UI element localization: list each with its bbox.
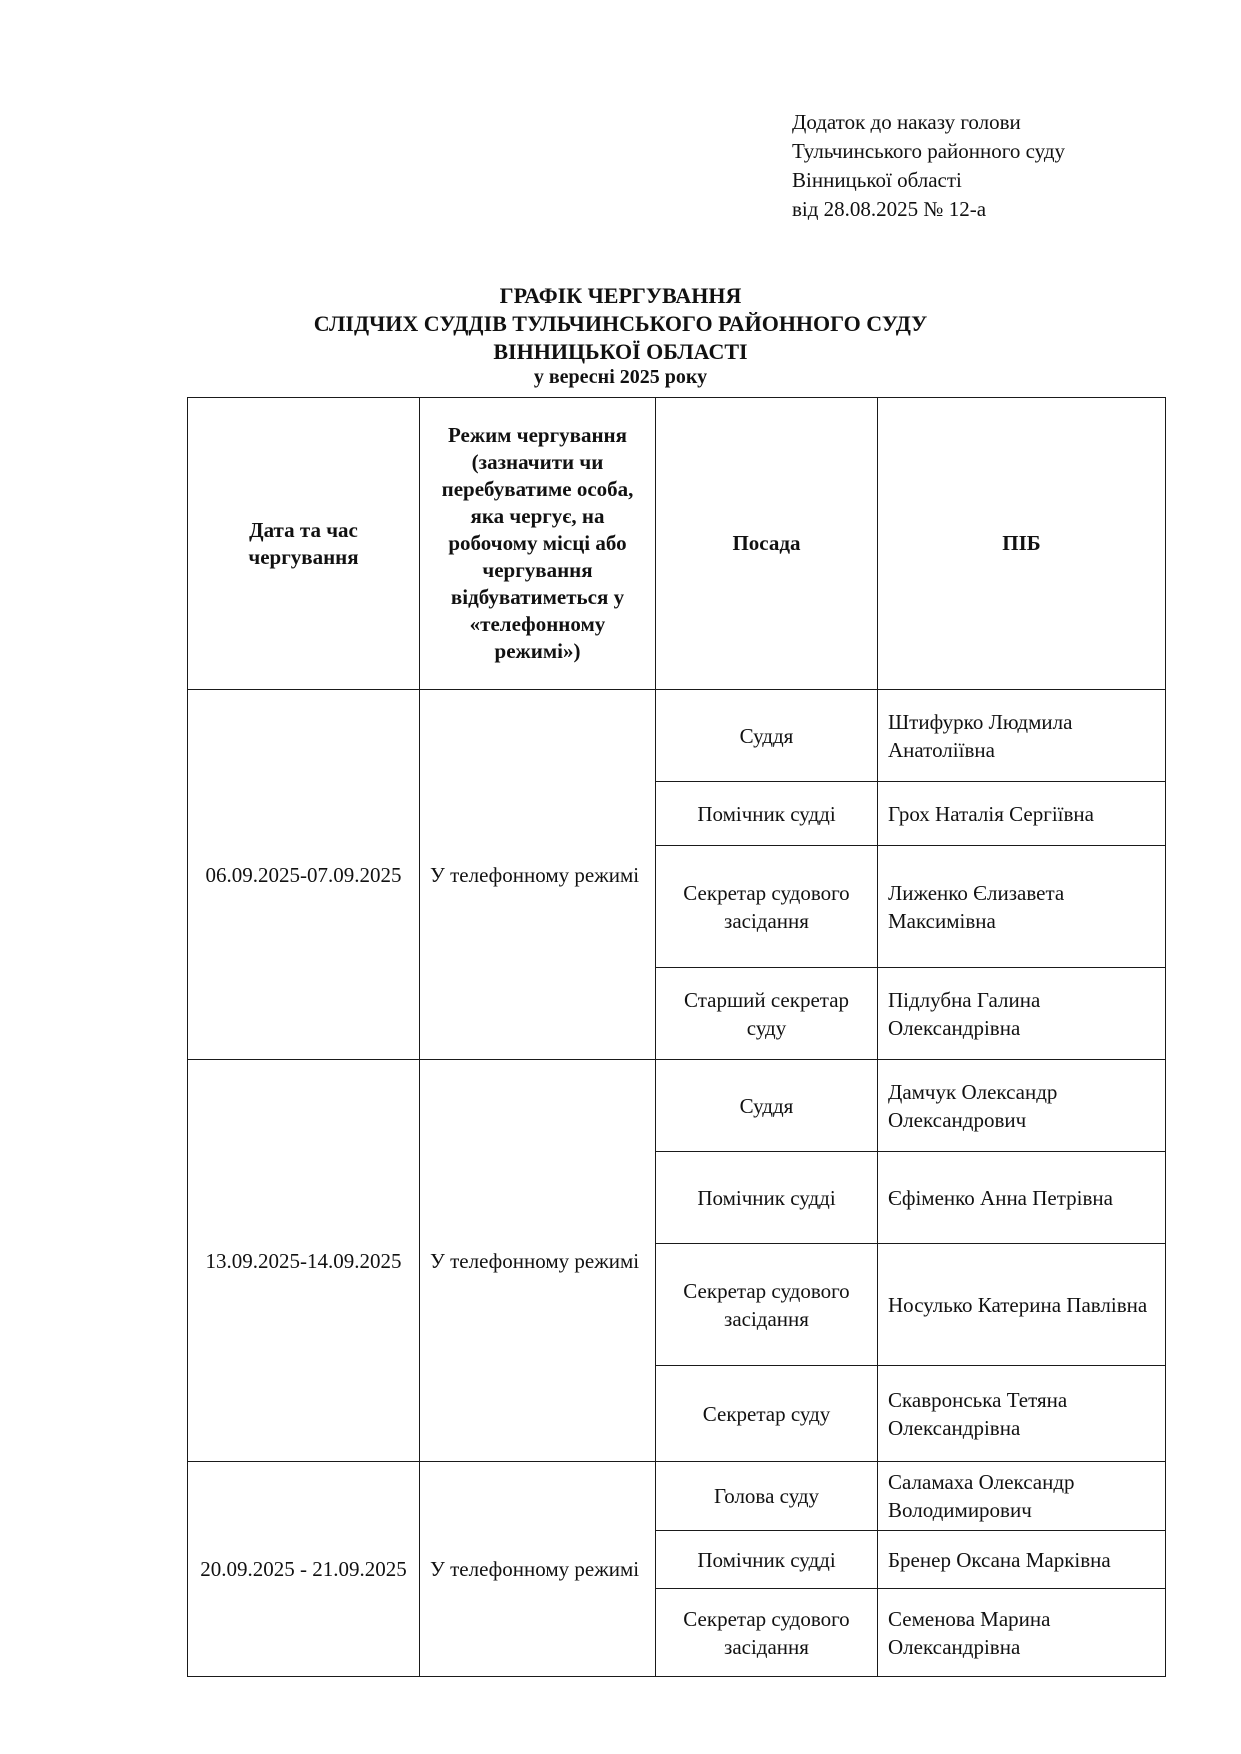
name-cell: Лиженко Єлизавета Максимівна (878, 846, 1166, 968)
title-line-1: ГРАФІК ЧЕРГУВАННЯ (499, 283, 742, 308)
name-cell: Дамчук Олександр Олександрович (878, 1060, 1166, 1152)
duty-date: 13.09.2025-14.09.2025 (188, 1060, 420, 1462)
position-cell: Суддя (656, 690, 878, 782)
approval-note (792, 108, 1065, 224)
header-row (188, 398, 1166, 690)
duty-date: 06.09.2025-07.09.2025 (188, 690, 420, 1060)
title-line-3: ВІННИЦЬКОЇ ОБЛАСТІ (493, 339, 748, 364)
table-row (188, 1060, 1166, 1152)
title-line-4: у вересні 2025 року (533, 366, 708, 388)
name-cell: Грох Наталія Сергіївна (878, 782, 1166, 846)
name-cell: Семенова Марина Олександрівна (878, 1589, 1166, 1677)
position-cell: Суддя (656, 1060, 878, 1152)
position-cell: Помічник судді (656, 1531, 878, 1589)
position-cell: Помічник судді (656, 1152, 878, 1244)
position-cell: Старший секретар суду (656, 968, 878, 1060)
header-name: ПІБ (878, 398, 1166, 690)
table-row (188, 1462, 1166, 1531)
duty-mode: У телефонному режимі (420, 690, 656, 1060)
position-cell: Секретар суду (656, 1366, 878, 1462)
duty-mode: У телефонному режимі (420, 1462, 656, 1677)
duty-mode: У телефонному режимі (420, 1060, 656, 1462)
name-cell: Штифурко Людмила Анатоліївна (878, 690, 1166, 782)
header-position: Посада (656, 398, 878, 690)
approval-line-3: Вінницької області (792, 168, 962, 192)
approval-line-2: Тульчинського районного суду (792, 139, 1066, 163)
position-cell: Помічник судді (656, 782, 878, 846)
position-cell: Секретар судового засідання (656, 1244, 878, 1366)
position-cell: Голова суду (656, 1462, 878, 1531)
name-cell: Підлубна Галина Олександрівна (878, 968, 1166, 1060)
position-cell: Секретар судового засідання (656, 1589, 878, 1677)
duty-date: 20.09.2025 - 21.09.2025 (188, 1462, 420, 1677)
name-cell: Скавронська Тетяна Олександрівна (878, 1366, 1166, 1462)
name-cell: Бренер Оксана Марківна (878, 1531, 1166, 1589)
name-cell: Носулько Катерина Павлівна (878, 1244, 1166, 1366)
duty-schedule-table (187, 397, 1166, 1677)
title-line-2: СЛІДЧИХ СУДДІВ ТУЛЬЧИНСЬКОГО РАЙОННОГО СУДУ (313, 311, 928, 336)
table-row (188, 690, 1166, 782)
position-cell: Секретар судового засідання (656, 846, 878, 968)
document-title (0, 282, 1241, 388)
name-cell: Саламаха Олександр Володимирович (878, 1462, 1166, 1531)
header-mode: Режим чергування (зазначити чи перебуватиме особа, яка чергує, на робочому місці або чергування відбуватиметься у «телефонному режимі») (420, 398, 656, 690)
approval-line-4: від 28.08.2025 № 12-а (792, 197, 987, 221)
header-date: Дата та час чергування (188, 398, 420, 690)
name-cell: Єфіменко Анна Петрівна (878, 1152, 1166, 1244)
approval-line-1: Додаток до наказу голови (792, 110, 1021, 134)
